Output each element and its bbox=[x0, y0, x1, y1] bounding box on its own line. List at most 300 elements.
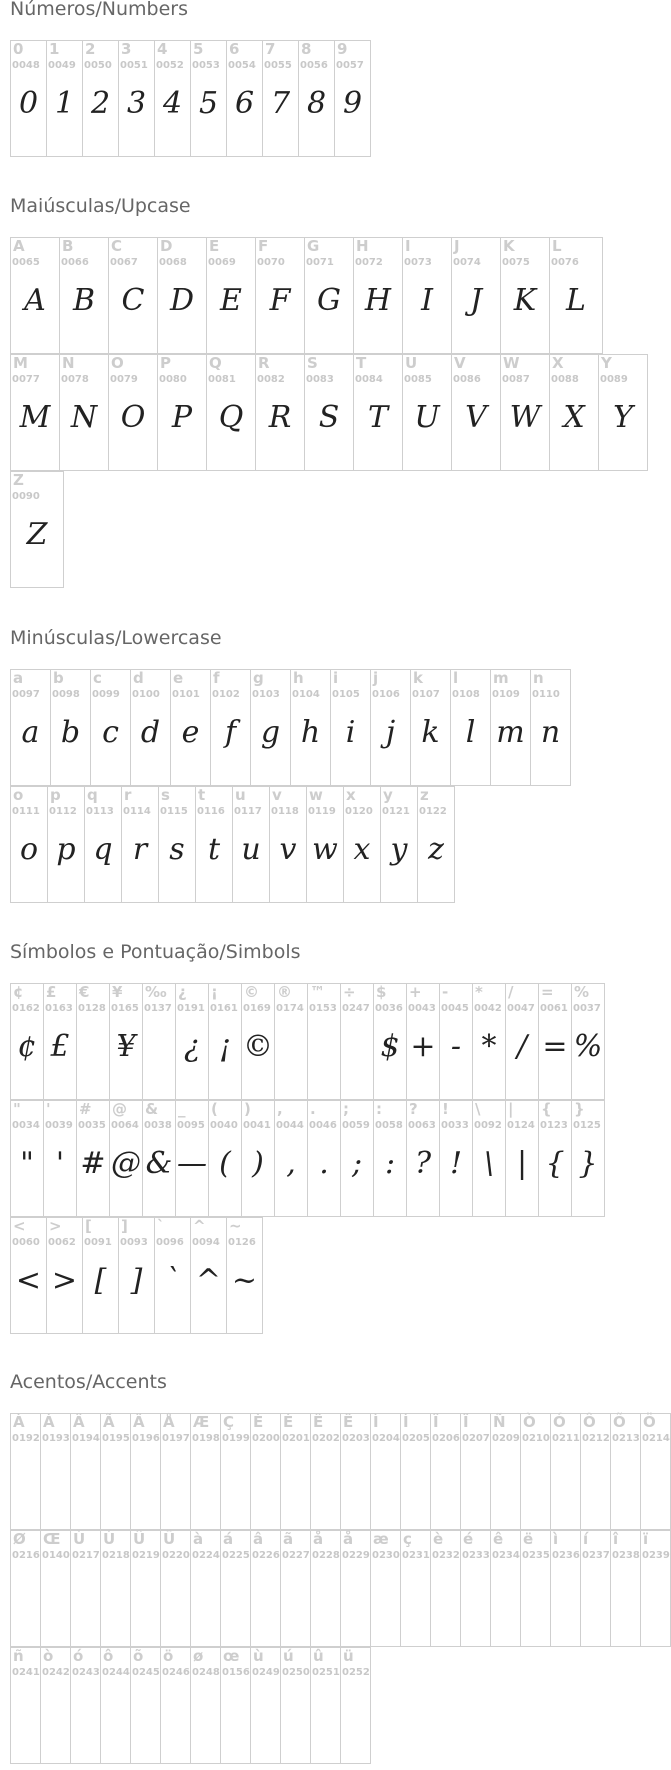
glyph-cell bbox=[70, 1413, 101, 1530]
char-label: ( bbox=[211, 1100, 218, 1118]
glyph-cell bbox=[59, 354, 109, 471]
glyph-sample: ¥ bbox=[116, 1029, 136, 1064]
char-code: 0055 bbox=[264, 60, 292, 71]
glyph-cell bbox=[330, 669, 371, 786]
glyph-sample: r bbox=[132, 832, 148, 867]
char-label: n bbox=[533, 669, 544, 687]
char-code: 0081 bbox=[208, 374, 236, 385]
glyph-cell bbox=[175, 1100, 209, 1217]
glyph-sample: t bbox=[207, 832, 221, 867]
char-label: é bbox=[463, 1530, 474, 1548]
char-code: 0035 bbox=[78, 1120, 106, 1131]
char-label: 4 bbox=[157, 40, 168, 58]
glyph-sample: $ bbox=[380, 1029, 400, 1064]
section-title: Minúsculas/Lowercase bbox=[10, 627, 222, 649]
glyph-cell bbox=[142, 1100, 176, 1217]
glyph-sample: ¿ bbox=[183, 1029, 201, 1064]
char-code: 0112 bbox=[49, 806, 77, 817]
glyph-sample: i bbox=[345, 715, 356, 750]
glyph-cell bbox=[40, 1530, 71, 1647]
char-code: 0071 bbox=[306, 257, 334, 268]
char-label: M bbox=[13, 354, 28, 372]
char-label: % bbox=[574, 983, 590, 1001]
glyph-sample: n bbox=[540, 715, 561, 750]
glyph-cell bbox=[40, 1647, 71, 1764]
glyph-sample: x bbox=[353, 832, 371, 867]
glyph-cell bbox=[43, 983, 77, 1100]
glyph-cell bbox=[274, 983, 308, 1100]
char-label: A bbox=[13, 237, 25, 255]
char-code: 0117 bbox=[234, 806, 262, 817]
char-label: Ì bbox=[373, 1413, 379, 1431]
char-label: a bbox=[13, 669, 24, 687]
glyph-cell bbox=[226, 1217, 263, 1334]
char-code: 0087 bbox=[502, 374, 530, 385]
glyph-cell bbox=[220, 1530, 251, 1647]
char-label: - bbox=[442, 983, 449, 1001]
glyph-cell bbox=[500, 237, 550, 354]
char-code: 0111 bbox=[12, 806, 40, 817]
char-label: 0 bbox=[13, 40, 24, 58]
glyph-cell bbox=[307, 983, 341, 1100]
glyph-sample: / bbox=[516, 1029, 528, 1064]
glyph-cell bbox=[430, 1530, 461, 1647]
glyph-cell bbox=[142, 983, 176, 1100]
char-code: 0105 bbox=[332, 689, 360, 700]
char-label: [ bbox=[85, 1217, 92, 1235]
glyph-cell bbox=[353, 237, 403, 354]
char-label: ® bbox=[277, 983, 292, 1001]
glyph-cell bbox=[439, 1100, 473, 1217]
glyph-sample: E bbox=[220, 283, 242, 318]
char-label: ; bbox=[343, 1100, 349, 1118]
glyph-cell bbox=[340, 1647, 371, 1764]
glyph-cell bbox=[10, 1647, 41, 1764]
glyph-cell bbox=[82, 1217, 119, 1334]
char-code: 0211 bbox=[552, 1433, 580, 1444]
char-code: 0237 bbox=[582, 1550, 610, 1561]
char-label: L bbox=[552, 237, 562, 255]
glyph-cell bbox=[490, 669, 531, 786]
glyph-sample: H bbox=[364, 283, 392, 318]
char-label: { bbox=[541, 1100, 552, 1118]
char-label: C bbox=[111, 237, 123, 255]
glyph-cell bbox=[269, 786, 307, 903]
glyph-sample: I bbox=[421, 283, 433, 318]
char-code: 0192 bbox=[12, 1433, 40, 1444]
glyph-cell bbox=[130, 1647, 161, 1764]
glyph-cell bbox=[160, 1647, 191, 1764]
char-code: 0045 bbox=[441, 1003, 469, 1014]
glyph-cell bbox=[10, 669, 51, 786]
glyph-sample: q bbox=[93, 832, 113, 867]
char-code: 0057 bbox=[336, 60, 364, 71]
char-label: r bbox=[124, 786, 132, 804]
char-code: 0079 bbox=[110, 374, 138, 385]
char-code: 0231 bbox=[402, 1550, 430, 1561]
glyph-row bbox=[10, 1647, 370, 1764]
char-code: 0095 bbox=[177, 1120, 205, 1131]
glyph-cell bbox=[90, 669, 131, 786]
char-code: 0162 bbox=[12, 1003, 40, 1014]
char-code: 0121 bbox=[382, 806, 410, 817]
glyph-sample: . bbox=[319, 1146, 329, 1181]
glyph-cell bbox=[310, 1647, 341, 1764]
glyph-sample: £ bbox=[50, 1029, 70, 1064]
glyph-sample: V bbox=[465, 400, 487, 435]
glyph-sample: u bbox=[241, 832, 261, 867]
char-label: ‰ bbox=[145, 983, 167, 1001]
glyph-cell bbox=[580, 1413, 611, 1530]
char-code: 0241 bbox=[12, 1667, 40, 1678]
glyph-sample: e bbox=[181, 715, 200, 750]
char-label: m bbox=[493, 669, 509, 687]
glyph-cell bbox=[70, 1647, 101, 1764]
char-label: : bbox=[376, 1100, 382, 1118]
glyph-sample: 7 bbox=[270, 86, 291, 121]
char-code: 0065 bbox=[12, 257, 40, 268]
glyph-cell bbox=[121, 786, 159, 903]
glyph-cell bbox=[118, 1217, 155, 1334]
char-code: 0070 bbox=[257, 257, 285, 268]
char-code: 0252 bbox=[342, 1667, 370, 1678]
glyph-sample: F bbox=[269, 283, 291, 318]
char-code: 0109 bbox=[492, 689, 520, 700]
char-code: 0119 bbox=[308, 806, 336, 817]
char-label: Ä bbox=[133, 1413, 145, 1431]
glyph-cell bbox=[154, 40, 191, 157]
char-label: ú bbox=[283, 1647, 294, 1665]
char-code: 0197 bbox=[162, 1433, 190, 1444]
glyph-sample: s bbox=[169, 832, 185, 867]
glyph-cell bbox=[40, 1413, 71, 1530]
glyph-cell bbox=[76, 983, 110, 1100]
char-code: 0236 bbox=[552, 1550, 580, 1561]
glyph-sample: 9 bbox=[342, 86, 363, 121]
glyph-cell bbox=[76, 1100, 110, 1217]
glyph-sample: 8 bbox=[306, 86, 327, 121]
char-code: 0110 bbox=[532, 689, 560, 700]
glyph-sample: O bbox=[120, 400, 146, 435]
char-code: 0043 bbox=[408, 1003, 436, 1014]
glyph-cell bbox=[439, 983, 473, 1100]
char-label: = bbox=[541, 983, 554, 1001]
char-code: 0062 bbox=[48, 1237, 76, 1248]
glyph-row bbox=[10, 1217, 262, 1334]
glyph-sample: % bbox=[573, 1029, 603, 1064]
char-label: Æ bbox=[193, 1413, 210, 1431]
glyph-cell bbox=[304, 237, 354, 354]
glyph-cell bbox=[343, 786, 381, 903]
glyph-sample: # bbox=[80, 1146, 106, 1181]
char-label: O bbox=[111, 354, 124, 372]
char-code: 0060 bbox=[12, 1237, 40, 1248]
glyph-cell bbox=[158, 786, 196, 903]
glyph-cell bbox=[82, 40, 119, 157]
char-label: J bbox=[454, 237, 460, 255]
glyph-cell bbox=[220, 1413, 251, 1530]
char-code: 0122 bbox=[419, 806, 447, 817]
glyph-cell bbox=[262, 40, 299, 157]
char-code: 0239 bbox=[642, 1550, 670, 1561]
glyph-cell bbox=[10, 1100, 44, 1217]
char-label: Â bbox=[73, 1413, 85, 1431]
glyph-cell bbox=[500, 354, 550, 471]
glyph-cell bbox=[402, 354, 452, 471]
char-label: F bbox=[258, 237, 269, 255]
glyph-cell bbox=[130, 1530, 161, 1647]
char-code: 0082 bbox=[257, 374, 285, 385]
section-title: Números/Numbers bbox=[10, 0, 188, 20]
char-label: Ó bbox=[553, 1413, 566, 1431]
char-label: Û bbox=[133, 1530, 146, 1548]
glyph-sample: : bbox=[384, 1146, 396, 1181]
char-code: 0165 bbox=[111, 1003, 139, 1014]
glyph-cell bbox=[10, 40, 47, 157]
char-code: 0245 bbox=[132, 1667, 160, 1678]
char-label: Á bbox=[43, 1413, 55, 1431]
char-code: 0044 bbox=[276, 1120, 304, 1131]
glyph-cell bbox=[10, 1217, 47, 1334]
glyph-sample: z bbox=[428, 832, 444, 867]
glyph-cell bbox=[538, 1100, 572, 1217]
char-code: 0206 bbox=[432, 1433, 460, 1444]
glyph-sample: d bbox=[140, 715, 161, 750]
glyph-cell bbox=[460, 1413, 491, 1530]
char-label: Œ bbox=[43, 1530, 61, 1548]
glyph-sample: Q bbox=[218, 400, 244, 435]
glyph-sample: © bbox=[243, 1029, 273, 1064]
char-label: } bbox=[574, 1100, 585, 1118]
char-code: 0067 bbox=[110, 257, 138, 268]
char-label: 8 bbox=[301, 40, 312, 58]
char-label: / bbox=[508, 983, 514, 1001]
glyph-sample: o bbox=[19, 832, 39, 867]
glyph-cell bbox=[490, 1413, 521, 1530]
char-label: ï bbox=[643, 1530, 649, 1548]
char-code: 0214 bbox=[642, 1433, 670, 1444]
glyph-sample: y bbox=[390, 832, 408, 867]
char-code: 0243 bbox=[72, 1667, 100, 1678]
char-code: 0076 bbox=[551, 257, 579, 268]
glyph-sample: - bbox=[450, 1029, 462, 1064]
char-code: 0036 bbox=[375, 1003, 403, 1014]
char-code: 0191 bbox=[177, 1003, 205, 1014]
char-label: ù bbox=[253, 1647, 264, 1665]
glyph-sample: h bbox=[300, 715, 321, 750]
glyph-cell bbox=[373, 1100, 407, 1217]
glyph-cell bbox=[250, 1413, 281, 1530]
char-code: 0140 bbox=[42, 1550, 70, 1561]
char-code: 0098 bbox=[52, 689, 80, 700]
glyph-cell bbox=[154, 1217, 191, 1334]
glyph-sample: M bbox=[19, 400, 51, 435]
char-label: Ê bbox=[313, 1413, 324, 1431]
glyph-cell bbox=[406, 1100, 440, 1217]
char-label: Ú bbox=[103, 1530, 116, 1548]
glyph-sample: b bbox=[60, 715, 81, 750]
char-code: 0218 bbox=[102, 1550, 130, 1561]
glyph-sample: 6 bbox=[234, 86, 255, 121]
glyph-sample: @ bbox=[111, 1146, 141, 1181]
glyph-cell bbox=[520, 1530, 551, 1647]
char-label: ò bbox=[43, 1647, 54, 1665]
char-code: 0115 bbox=[160, 806, 188, 817]
char-code: 0128 bbox=[78, 1003, 106, 1014]
char-code: 0072 bbox=[355, 257, 383, 268]
glyph-cell bbox=[190, 1217, 227, 1334]
glyph-cell bbox=[10, 1413, 41, 1530]
char-label: Í bbox=[403, 1413, 409, 1431]
char-label: o bbox=[13, 786, 24, 804]
char-code: 0059 bbox=[342, 1120, 370, 1131]
char-code: 0198 bbox=[192, 1433, 220, 1444]
char-label: ë bbox=[523, 1530, 534, 1548]
char-label: G bbox=[307, 237, 320, 255]
glyph-sample: & bbox=[145, 1146, 173, 1181]
char-code: 0102 bbox=[212, 689, 240, 700]
glyph-sample: ~ bbox=[231, 1263, 258, 1298]
glyph-sample: U bbox=[414, 400, 440, 435]
char-code: 0033 bbox=[441, 1120, 469, 1131]
char-code: 0233 bbox=[462, 1550, 490, 1561]
glyph-cell bbox=[108, 354, 158, 471]
glyph-sample: w bbox=[312, 832, 338, 867]
glyph-sample: Z bbox=[26, 517, 48, 552]
glyph-sample: } bbox=[578, 1146, 598, 1181]
char-code: 0052 bbox=[156, 60, 184, 71]
glyph-cell bbox=[505, 1100, 539, 1217]
char-label: å bbox=[343, 1530, 354, 1548]
char-label: i bbox=[333, 669, 339, 687]
char-code: 0034 bbox=[12, 1120, 40, 1131]
glyph-sample: K bbox=[513, 283, 537, 318]
glyph-sample: G bbox=[317, 283, 341, 318]
char-label: Ï bbox=[463, 1413, 469, 1431]
glyph-row bbox=[10, 669, 570, 786]
glyph-cell bbox=[310, 1413, 341, 1530]
glyph-sample: R bbox=[268, 400, 292, 435]
glyph-sample: * bbox=[481, 1029, 497, 1064]
glyph-row bbox=[10, 40, 370, 157]
char-label: P bbox=[160, 354, 171, 372]
glyph-sample: D bbox=[169, 283, 195, 318]
glyph-cell bbox=[190, 1530, 221, 1647]
glyph-cell bbox=[232, 786, 270, 903]
char-code: 0247 bbox=[342, 1003, 370, 1014]
glyph-cell bbox=[373, 983, 407, 1100]
char-label: k bbox=[413, 669, 423, 687]
glyph-cell bbox=[10, 786, 48, 903]
char-label: ê bbox=[493, 1530, 504, 1548]
char-code: 0227 bbox=[282, 1550, 310, 1561]
glyph-sample: ( bbox=[219, 1146, 231, 1181]
char-label: y bbox=[383, 786, 393, 804]
glyph-cell bbox=[70, 1530, 101, 1647]
char-code: 0083 bbox=[306, 374, 334, 385]
glyph-cell bbox=[430, 1413, 461, 1530]
char-label: \ bbox=[475, 1100, 481, 1118]
glyph-cell bbox=[46, 40, 83, 157]
char-code: 0213 bbox=[612, 1433, 640, 1444]
glyph-cell bbox=[157, 354, 207, 471]
char-code: 0041 bbox=[243, 1120, 271, 1131]
char-label: j bbox=[373, 669, 379, 687]
char-code: 0046 bbox=[309, 1120, 337, 1131]
char-code: 0204 bbox=[372, 1433, 400, 1444]
char-code: 0116 bbox=[197, 806, 225, 817]
char-code: 0097 bbox=[12, 689, 40, 700]
char-code: 0094 bbox=[192, 1237, 220, 1248]
char-code: 0080 bbox=[159, 374, 187, 385]
glyph-sample: N bbox=[70, 400, 98, 435]
glyph-cell bbox=[210, 669, 251, 786]
char-label: b bbox=[53, 669, 64, 687]
glyph-sample: Y bbox=[613, 400, 633, 435]
glyph-cell bbox=[43, 1100, 77, 1217]
char-label: 2 bbox=[85, 40, 96, 58]
glyph-cell bbox=[402, 237, 452, 354]
char-code: 0156 bbox=[222, 1667, 250, 1678]
glyph-row bbox=[10, 1413, 670, 1530]
glyph-cell bbox=[571, 983, 605, 1100]
char-code: 0085 bbox=[404, 374, 432, 385]
char-label: K bbox=[503, 237, 515, 255]
char-label: É bbox=[283, 1413, 294, 1431]
char-label: ñ bbox=[13, 1647, 24, 1665]
char-label: ¿ bbox=[178, 983, 187, 1001]
glyph-sample: f bbox=[224, 715, 237, 750]
char-code: 0212 bbox=[582, 1433, 610, 1444]
glyph-sample: A bbox=[24, 283, 46, 318]
glyph-cell bbox=[340, 1413, 371, 1530]
glyph-cell bbox=[190, 1413, 221, 1530]
char-code: 0225 bbox=[222, 1550, 250, 1561]
char-label: _ bbox=[178, 1100, 186, 1118]
glyph-cell bbox=[417, 786, 455, 903]
char-label: V bbox=[454, 354, 466, 372]
char-label: è bbox=[433, 1530, 444, 1548]
char-code: 0201 bbox=[282, 1433, 310, 1444]
glyph-cell bbox=[307, 1100, 341, 1217]
glyph-row bbox=[10, 471, 63, 588]
glyph-cell bbox=[306, 786, 344, 903]
char-label: Y bbox=[601, 354, 612, 372]
char-code: 0089 bbox=[600, 374, 628, 385]
char-code: 0093 bbox=[120, 1237, 148, 1248]
glyph-sample: 1 bbox=[54, 86, 75, 121]
glyph-cell bbox=[340, 983, 374, 1100]
char-code: 0091 bbox=[84, 1237, 112, 1248]
char-label: Ø bbox=[13, 1530, 26, 1548]
glyph-sample: p bbox=[56, 832, 76, 867]
char-code: 0235 bbox=[522, 1550, 550, 1561]
glyph-cell bbox=[290, 669, 331, 786]
char-label: ü bbox=[343, 1647, 354, 1665]
char-label: d bbox=[133, 669, 144, 687]
glyph-cell bbox=[304, 354, 354, 471]
glyph-cell bbox=[280, 1647, 311, 1764]
glyph-cell bbox=[241, 1100, 275, 1217]
char-code: 0126 bbox=[228, 1237, 256, 1248]
char-code: 0246 bbox=[162, 1667, 190, 1678]
char-code: 0050 bbox=[84, 60, 112, 71]
char-code: 0078 bbox=[61, 374, 89, 385]
glyph-sample: 3 bbox=[126, 86, 147, 121]
glyph-cell bbox=[100, 1530, 131, 1647]
char-label: . bbox=[310, 1100, 316, 1118]
char-code: 0137 bbox=[144, 1003, 172, 1014]
